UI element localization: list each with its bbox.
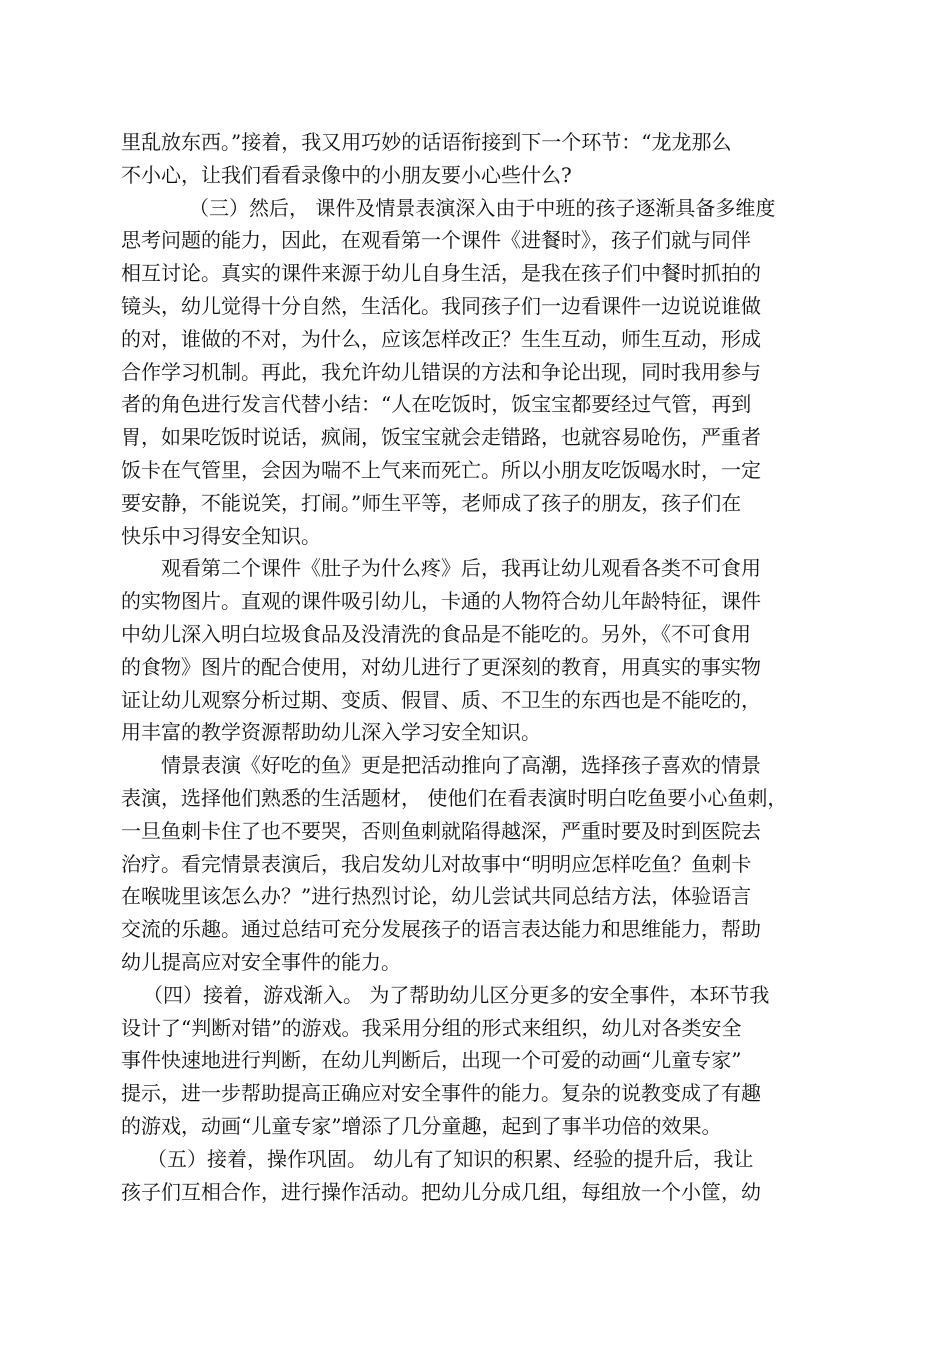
text-line: 思考问题的能力，因此，在观看第一个课件《进餐时》，孩子们就与同伴 [121, 228, 751, 253]
section-heading-line: （四）接着，游戏渐入。 为了帮助幼儿区分更多的安全事件，本环节我 [143, 982, 770, 1007]
text-line: 幼儿提高应对安全事件的能力。 [121, 949, 401, 974]
text-line: 快乐中习得安全知识。 [121, 523, 321, 548]
text-line: 设计了“判断对错”的游戏。我采用分组的形式来组织，幼儿对各类安全 [121, 1015, 742, 1040]
text-line: 的对，谁做的不对，为什么，应该怎样改正？生生互动，师生互动，形成 [121, 326, 761, 351]
text-line: 证让幼儿观察分析过期、变质、假冒、质、不卫生的东西也是不能吃的， [121, 687, 761, 712]
text-line: 合作学习机制。再此，我允许幼儿错误的方法和争论出现，同时我用参与 [121, 359, 761, 384]
text-line: 事件快速地进行判断，在幼儿判断后，出现一个可爱的动画“儿童专家” [121, 1048, 742, 1073]
text-line: 镜头，幼儿觉得十分自然，生活化。我同孩子们一边看课件一边说说谁做 [121, 293, 761, 318]
text-line: 孩子们互相合作，进行操作活动。把幼儿分成几组，每组放一个小筐，幼 [121, 1179, 761, 1204]
text-line: 一旦鱼刺卡住了也不要哭，否则鱼刺就陷得越深，严重时要及时到医院去 [121, 818, 761, 843]
paragraph-start-line: 观看第二个课件《肚子为什么疼》后，我再让幼儿观看各类不可食用 [161, 556, 761, 581]
text-line: 治疗。看完情景表演后，我启发幼儿对故事中“明明应怎样吃鱼？鱼刺卡 [121, 851, 752, 876]
text-line: 用丰富的教学资源帮助幼儿深入学习安全知识。 [121, 720, 541, 745]
text-line: 相互讨论。真实的课件来源于幼儿自身生活，是我在孩子们中餐时抓拍的 [121, 261, 761, 286]
text-line: 在喉咙里该怎么办？”进行热烈讨论，幼儿尝试共同总结方法，体验语言 [121, 884, 752, 909]
text-line: 里乱放东西。”接着，我又用巧妙的话语衔接到下一个环节：“龙龙那么 [121, 130, 732, 154]
text-line: 的实物图片。直观的课件吸引幼儿，卡通的人物符合幼儿年龄特征，课件 [121, 589, 761, 614]
text-line: 的游戏，动画“儿童专家”增添了几分童趣，起到了事半功倍的效果。 [121, 1113, 722, 1138]
text-line: 饭卡在气管里，会因为喘不上气来而死亡。所以小朋友吃饭喝水时，一定 [121, 457, 761, 482]
text-line: 中幼儿深入明白垃圾食品及没清洗的食品是不能吃的。另外，《不可食用 [121, 621, 751, 646]
text-line: 交流的乐趣。通过总结可充分发展孩子的语言表达能力和思维能力，帮助 [121, 917, 761, 942]
section-heading-line: （三）然后， 课件及情景表演深入由于中班的孩子逐渐具备多维度 [189, 195, 776, 220]
text-line: 表演，选择他们熟悉的生活题材， 使他们在看表演时明白吃鱼要小心鱼刺， [121, 785, 788, 810]
text-line: 的食物》图片的配合使用，对幼儿进行了更深刻的教育，用真实的事实物 [121, 654, 761, 679]
paragraph-start-line: 情景表演《好吃的鱼》更是把活动推向了高潮，选择孩子喜欢的情景 [161, 753, 761, 778]
text-line: 者的角色进行发言代替小结：“人在吃饭时，饭宝宝都要经过气管，再到 [121, 392, 752, 417]
section-heading-line: （五）接着，操作巩固。 幼儿有了知识的积累、经验的提升后，我让 [147, 1146, 754, 1171]
text-line: 胃，如果吃饭时说话，疯闹，饭宝宝就会走错路，也就容易呛伤，严重者 [121, 425, 761, 450]
document-body [121, 126, 821, 1208]
text-line: 不小心，让我们看看录像中的小朋友要小心些什么? [121, 162, 572, 187]
text-line: 要安静，不能说笑，打闹。”师生平等，老师成了孩子的朋友，孩子们在 [121, 490, 742, 515]
text-line: 提示，进一步帮助提高正确应对安全事件的能力。复杂的说教变成了有趣 [121, 1081, 761, 1106]
